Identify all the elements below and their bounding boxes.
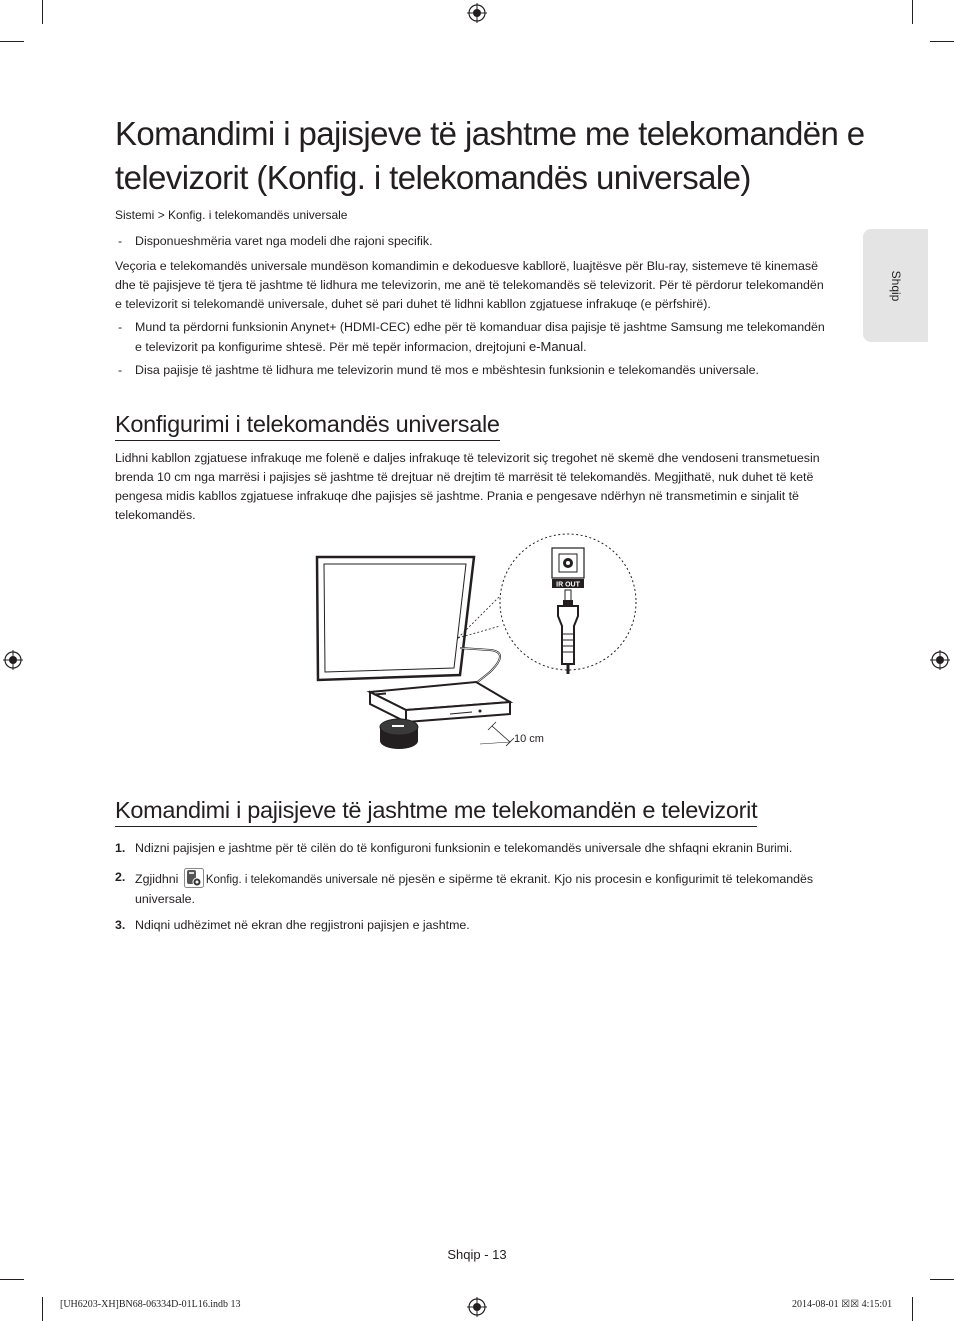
registration-mark-icon [3,650,23,670]
registration-mark-icon [467,3,487,23]
crop-mark [0,41,24,42]
section-heading-setup: Konfigurimi i telekomandës universale [115,409,500,441]
page-number: Shqip - 13 [447,1247,507,1262]
step-2: 2. Zgjidhni Konfig. i telekomandës universale në pjesën e sipërme të ekranit. Kjo nis procesin e konfigurimit të telekomandës universale. [115,870,814,906]
e-manual-link[interactable]: e-Manual [528,339,584,354]
tv-illustration [317,557,474,680]
crop-mark [930,41,954,42]
crop-mark [42,1297,43,1321]
registration-mark-icon [930,650,950,670]
step-3: 3. Ndiqni udhëzimet në ekran dhe regjistroni pajisjen e jashtme. [115,916,825,935]
universal-remote-menu-label: Konfig. i telekomandës universale [205,874,378,886]
crop-mark [912,1297,913,1321]
page-title: Komandimi i pajisjeve të jashtme me telekomandën e televizorit (Konfig. i telekomandës universale) [115,115,865,196]
breadcrumb-item-system: Sistemi [115,208,155,222]
ir-out-label: IR OUT [556,581,580,589]
side-tab-label: Shqip [888,270,903,301]
ir-blaster-illustration [380,719,418,749]
source-screen-label: Burimi [756,843,789,855]
registration-mark-icon [467,1297,487,1317]
note-availability: - Disponueshmëria varet nga modeli dhe rajoni specifik. [115,232,825,251]
section-heading-control: Komandimi i pajisjeve të jashtme me telekomandën e televizorit [115,795,757,827]
step-number: 1. [115,841,126,855]
print-slug-right: 2014-08-01 ☒☒ 4:15:01 [792,1299,893,1310]
distance-label: 10 cm [514,733,544,745]
note-anynet-text: Mund ta përdorni funksionin Anynet+ (HDMI-CEC) edhe për të komanduar disa pajisje të jashtme Samsung me telekomandën e televizorit pa konfigurime shtesë. Për më tepër informacion, drejtojuni [135,320,825,354]
intro-paragraph: Veçoria e telekomandës universale mundëson komandimin e dekoduesve kabllorë, luajtësve për Blu-ray, sistemeve të kinemasë dhe të pajisjeve të tjera të jashtme të lidhura me televizorin, me anë të telekomandës së televizorit. Për të përdorur telekomandën e televizorit si telekomandë universale, duhet së pari duhet të lidhni kabllon zgjatuese infrakuqe (e përfshirë). [115,259,824,311]
breadcrumb-item-universal-remote: Konfig. i telekomandës universale [168,208,348,222]
print-slug-left: [UH6203-XH]BN68-06334D-01L16.indb 13 [60,1299,241,1310]
language-side-tab [863,229,928,342]
breadcrumb-separator: > [157,208,165,222]
crop-mark [42,0,43,24]
crop-mark [912,0,913,24]
crop-mark [0,1279,24,1280]
note-unsupported: - Disa pajisje të jashtme të lidhura me televizorin mund të mos e mbështesin funksionin e telekomandës universale. [115,361,825,380]
crop-mark [930,1279,954,1280]
step-1: 1. Ndizni pajisjen e jashtme për të cilën do të konfiguroni funksionin e telekomandës universale dhe shfaqni ekranin Burimi. [115,839,825,859]
breadcrumb [115,208,347,222]
step-number: 2. [115,870,126,884]
setup-paragraph: Lidhni kabllon zgjatuese infrakuqe me folenë e daljes infrakuqe të televizorit siç tregohet në skemë dhe vendoseni transmetuesin brenda 10 cm nga marrësi i pajisjes së jashtme të drejtuar në drejtim të marrësit të telekomandës. Megjithatë, nuk duhet të ketë pengesa midis kabllos zgjatuese infrakuqe dhe pajisjes së jashtme. Prania e pengesave ndërhyn në transmetimin e sinjalit të telekomandës. [115,451,820,522]
note-anynet: - Mund ta përdorni funksionin Anynet+ (HDMI-CEC) edhe për të komanduar disa pajisje të jashtme Samsung me telekomandën e televizorit pa konfigurime shtesë. Për më tepër informacion, drejtojuni e-Manual. [118,320,825,354]
note-text: Disponueshmëria varet nga modeli dhe rajoni specifik. [135,234,433,248]
step-number: 3. [115,918,126,932]
ir-cable-diagram [300,530,645,760]
universal-remote-icon [184,868,204,888]
note-text: Disa pajisje të jashtme të lidhura me televizorin mund të mos e mbështesin funksionin e telekomandës universale. [135,363,759,377]
set-top-box-illustration [370,682,510,722]
ir-plug-icon [558,590,578,674]
